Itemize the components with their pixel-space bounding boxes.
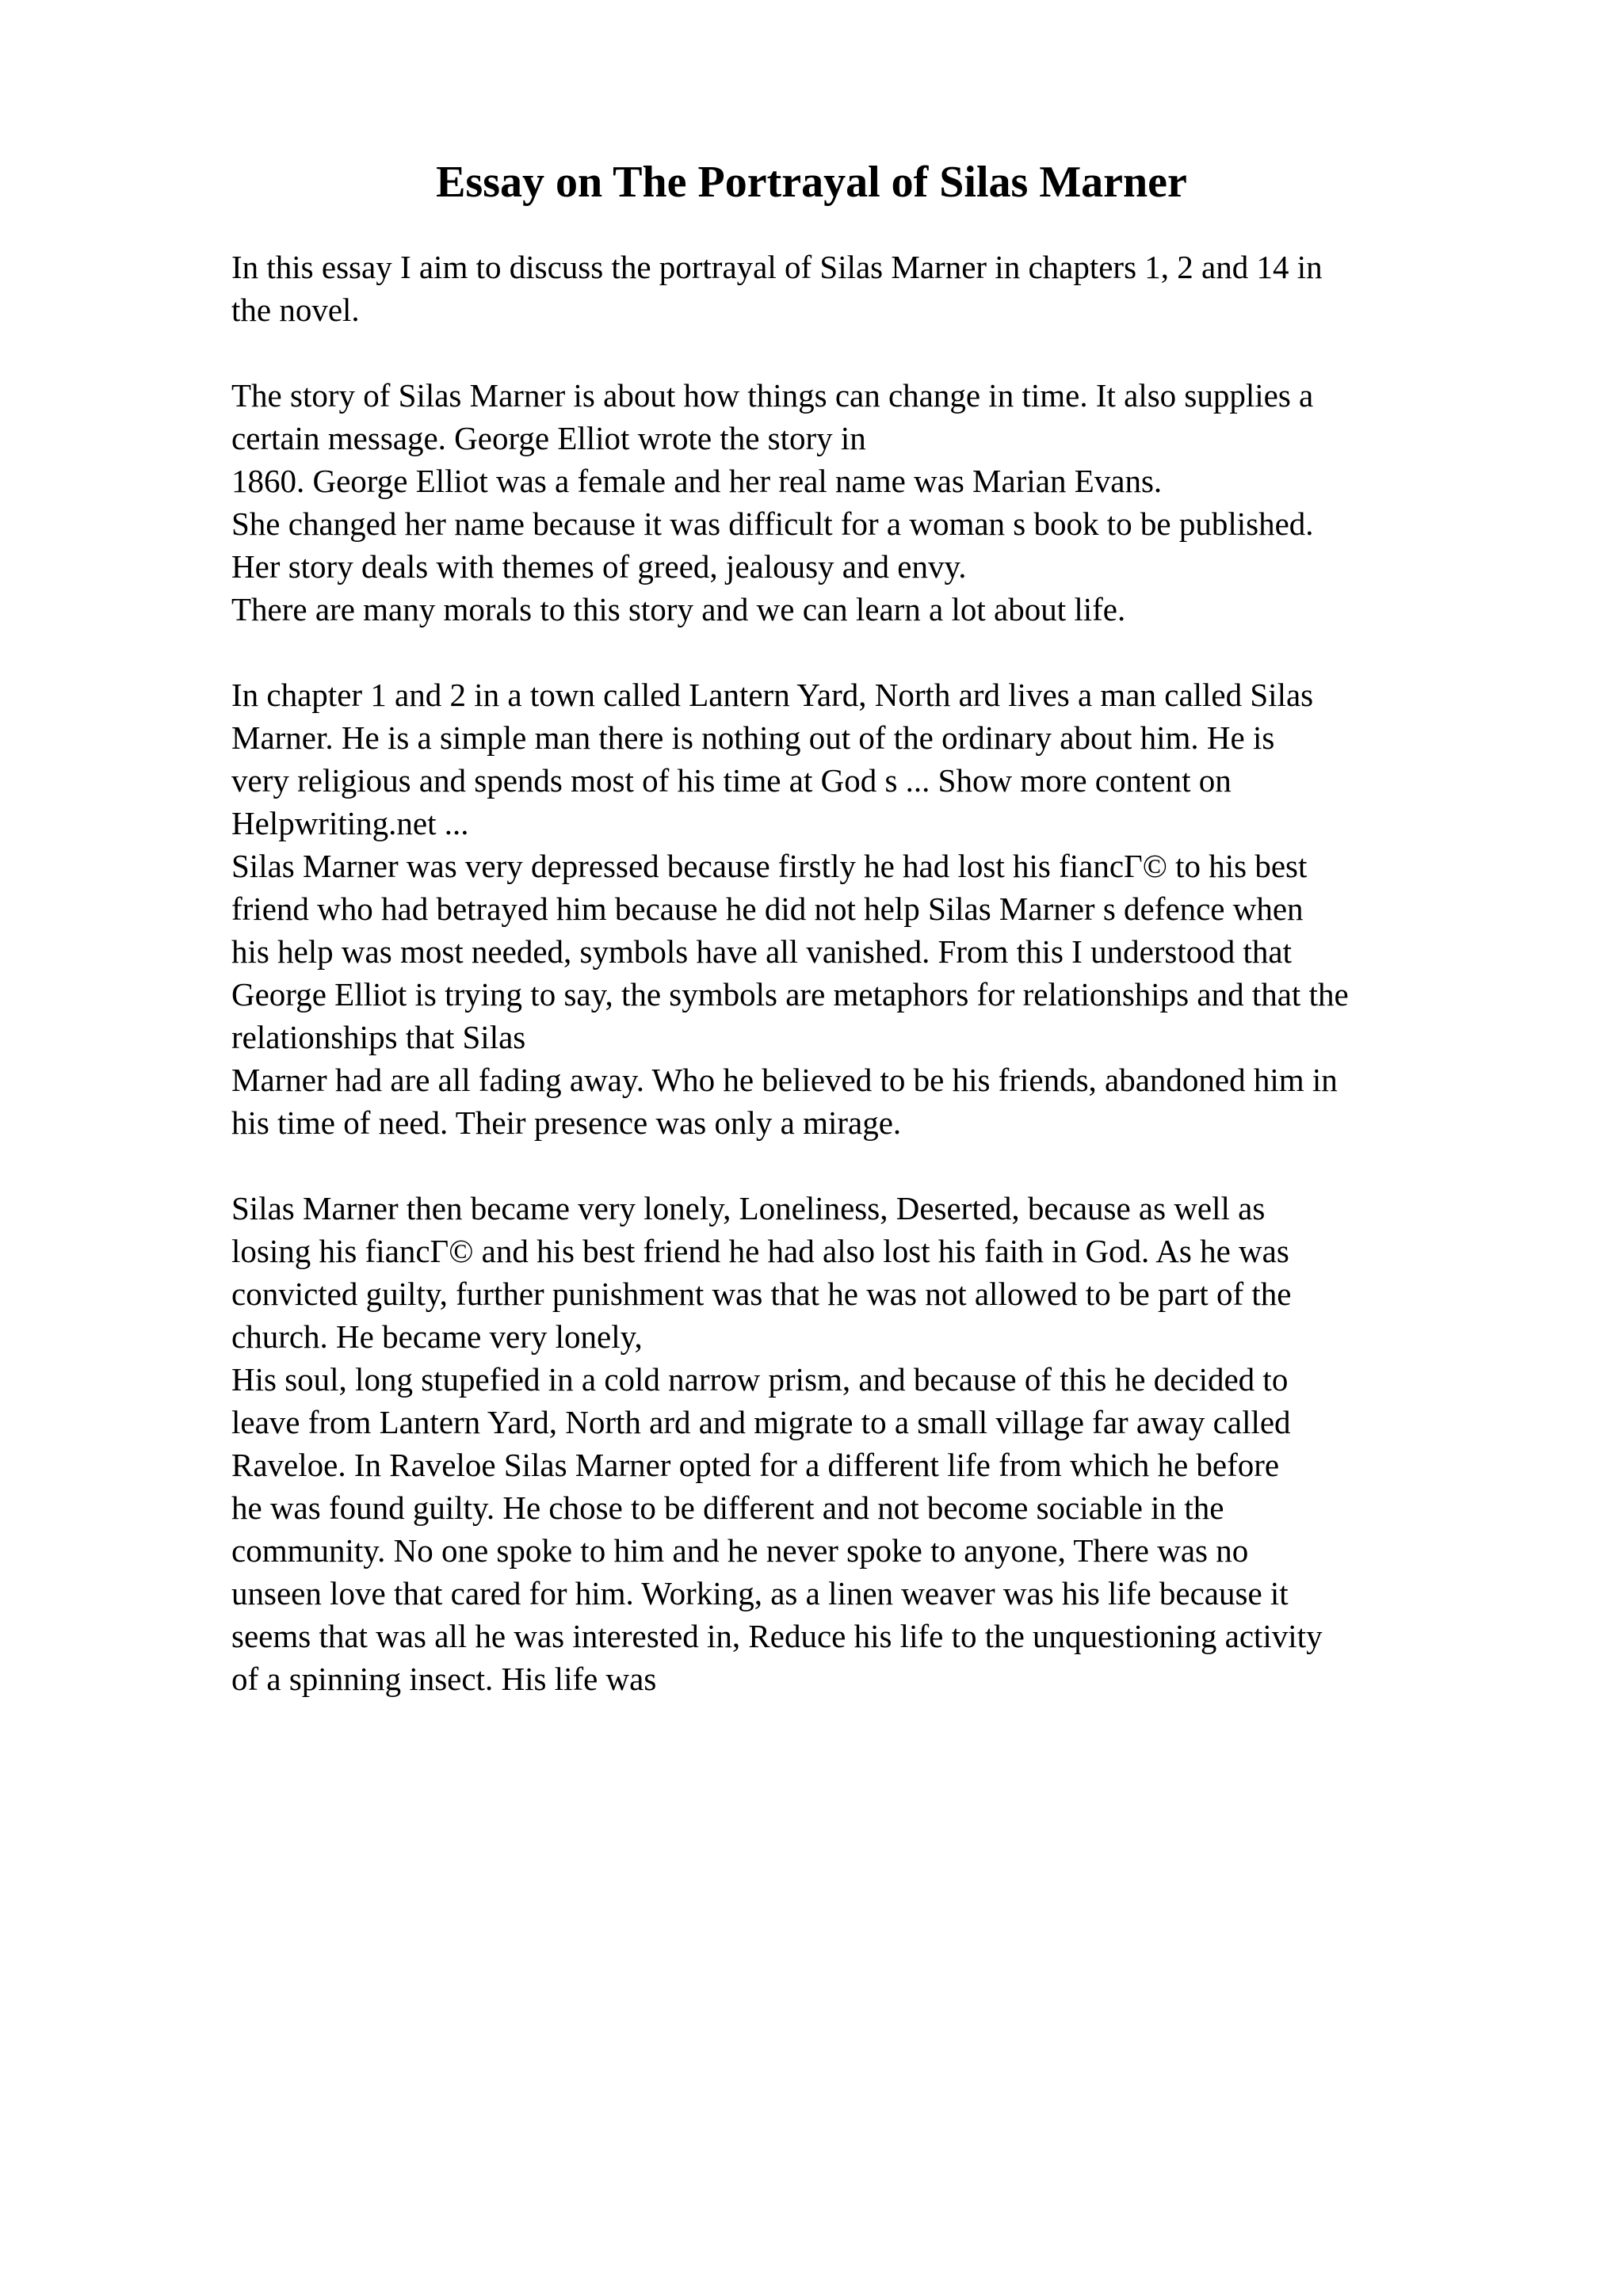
paragraph-line: relationships that Silas [231, 1019, 526, 1055]
paragraph-line: The story of Silas Marner is about how things can change in time. It also supplies a [231, 377, 1314, 414]
paragraph-line: Silas Marner was very depressed because firstly he had lost his fiancГ© to his best [231, 848, 1308, 884]
essay-paragraph [231, 246, 1610, 331]
paragraph-line: seems that was all he was interested in, Reduce his life to the unquestioning activity [231, 1618, 1323, 1654]
essay-paragraph [231, 1187, 1610, 1700]
paragraph-line: She changed her name because it was difficult for a woman s book to be published. [231, 505, 1314, 542]
paragraph-line: leave from Lantern Yard, North ard and migrate to a small village far away called [231, 1404, 1291, 1440]
paragraph-line: Helpwriting.net ... [231, 805, 469, 841]
paragraph-line: His soul, long stupefied in a cold narrow prism, and because of this he decided to [231, 1361, 1289, 1398]
paragraph-line: the novel. [231, 292, 360, 328]
paragraph-line: George Elliot is trying to say, the symbols are metaphors for relationships and that the [231, 976, 1349, 1013]
paragraph-line: church. He became very lonely, [231, 1318, 643, 1355]
paragraph-line: In chapter 1 and 2 in a town called Lantern Yard, North ard lives a man called Silas [231, 677, 1314, 713]
paragraph-line: certain message. George Elliot wrote the story in [231, 420, 866, 456]
paragraph-line: of a spinning insect. His life was [231, 1661, 657, 1697]
essay-paragraph [231, 374, 1610, 631]
paragraph-line: There are many morals to this story and we can learn a lot about life. [231, 591, 1126, 627]
paragraph-line: Marner had are all fading away. Who he believed to be his friends, abandoned him in [231, 1062, 1338, 1098]
paragraph-line: he was found guilty. He chose to be different and not become sociable in the [231, 1489, 1224, 1526]
paragraph-line: unseen love that cared for him. Working, as a linen weaver was his life because it [231, 1575, 1289, 1611]
paragraph-line: losing his fiancГ© and his best friend he had also lost his faith in God. As he was [231, 1233, 1289, 1269]
paragraph-line: Silas Marner then became very lonely, Loneliness, Deserted, because as well as [231, 1190, 1266, 1226]
paragraph-line: community. No one spoke to him and he never spoke to anyone, There was no [231, 1532, 1249, 1569]
paragraph-line: his time of need. Their presence was only a mirage. [231, 1104, 902, 1141]
paragraph-line: Marner. He is a simple man there is nothing out of the ordinary about him. He is [231, 719, 1275, 756]
essay-title: Essay on The Portrayal of Silas Marner [436, 158, 1187, 207]
paragraph-line: convicted guilty, further punishment was that he was not allowed to be part of the [231, 1276, 1292, 1312]
paragraph-line: Raveloe. In Raveloe Silas Marner opted for a different life from which he before [231, 1447, 1280, 1483]
paragraph-line: friend who had betrayed him because he did not help Silas Marner s defence when [231, 891, 1304, 927]
paragraph-line: very religious and spends most of his time at God s ... Show more content on [231, 762, 1232, 799]
essay-body [231, 246, 1610, 1743]
paragraph-line: Her story deals with themes of greed, jealousy and envy. [231, 548, 967, 585]
paragraph-line: In this essay I aim to discuss the portrayal of Silas Marner in chapters 1, 2 and 14 in [231, 249, 1323, 285]
paragraph-line: 1860. George Elliot was a female and her real name was Marian Evans. [231, 463, 1163, 499]
essay-paragraph [231, 673, 1610, 1144]
paragraph-line: his help was most needed, symbols have all vanished. From this I understood that [231, 933, 1293, 970]
